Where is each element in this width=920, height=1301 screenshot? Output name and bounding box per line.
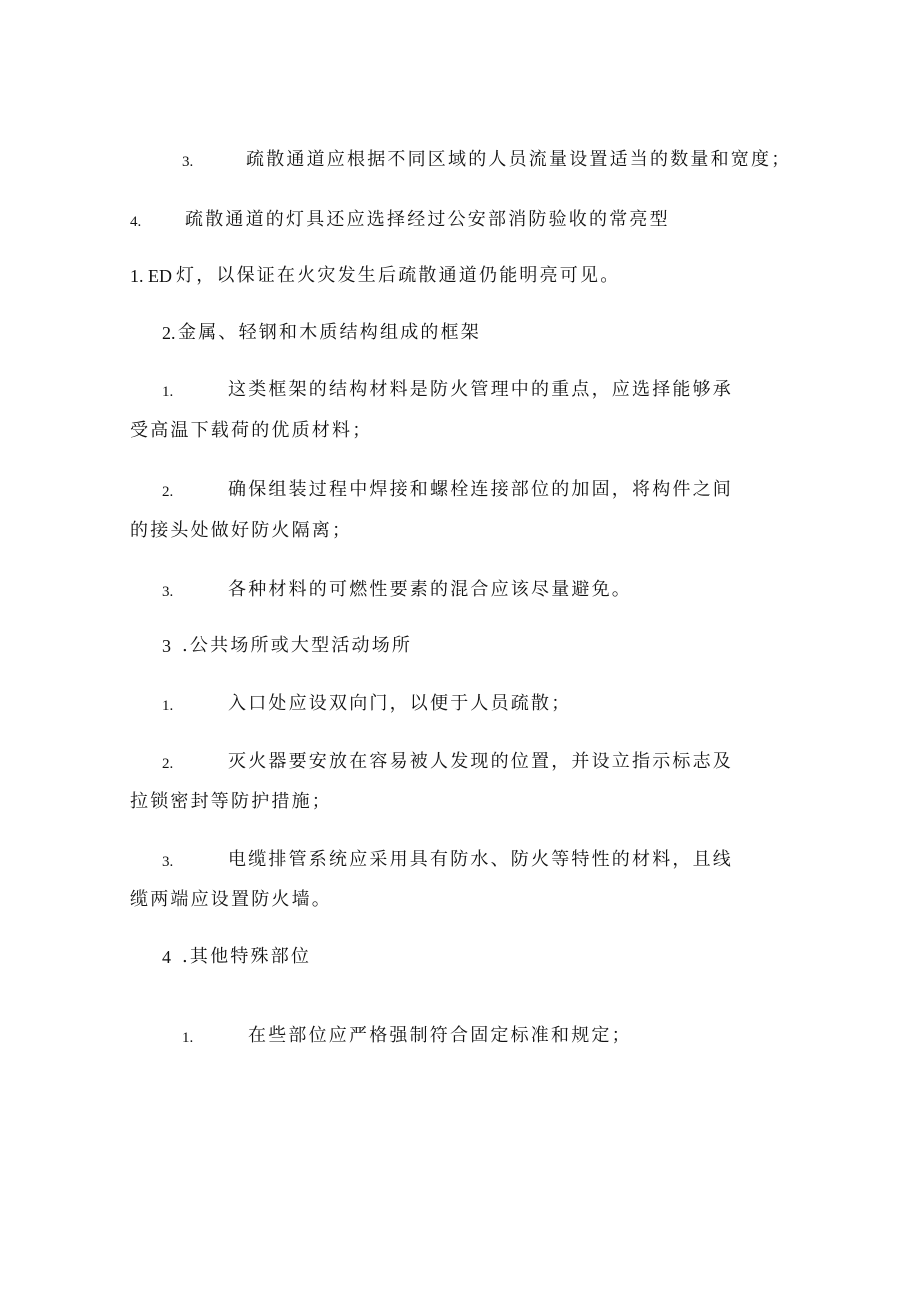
item-number: 3. (162, 854, 174, 870)
item-text-continuation: 拉锁密封等防护措施； (130, 791, 332, 812)
section-number: 3 (162, 636, 171, 656)
section-heading: 金属、轻钢和木质结构组成的框架 (178, 322, 481, 343)
item-text-continuation: 缆两端应设置防火墙。 (130, 889, 332, 910)
item-text: 在些部位应严格强制符合固定标准和规定； (248, 1025, 632, 1046)
item-number: 3. (182, 154, 194, 170)
item-number: 3. (162, 584, 174, 600)
item-number: 1. ED (130, 266, 172, 286)
section-heading: .其他特殊部位 (182, 946, 312, 967)
item-text: 疏散通道应根据不同区域的人员流量设置适当的数量和宽度； (246, 149, 792, 170)
item-number: 4. (130, 214, 142, 230)
item-text: 入口处应设双向门，以便于人员疏散； (228, 693, 572, 714)
item-number: 1. (162, 384, 174, 400)
item-text: 灭火器要安放在容易被人发现的位置，并设立指示标志及 (228, 751, 733, 772)
item-number: 2. (162, 484, 174, 500)
item-text: 疏散通道的灯具还应选择经过公安部消防验收的常亮型 (185, 209, 670, 230)
item-number: 1. (182, 1030, 194, 1046)
section-number: 2. (162, 323, 176, 343)
item-text: 确保组装过程中焊接和螺栓连接部位的加固，将构件之间 (228, 479, 733, 500)
item-text: 这类框架的结构材料是防火管理中的重点，应选择能够承 (228, 379, 733, 400)
item-text: 灯，以保证在火灾发生后疏散通道仍能明亮可见。 (176, 265, 621, 286)
item-text-continuation: 受高温下载荷的优质材料； (130, 420, 373, 441)
section-heading: .公共场所或大型活动场所 (182, 635, 413, 656)
item-number: 2. (162, 756, 174, 772)
section-number: 4 (162, 947, 171, 967)
item-text: 各种材料的可燃性要素的混合应该尽量避免。 (228, 579, 632, 600)
item-number: 1. (162, 698, 174, 714)
item-text: 电缆排管系统应采用具有防水、防火等特性的材料，且线 (228, 849, 733, 870)
item-text-continuation: 的接头处做好防火隔离； (130, 520, 353, 541)
